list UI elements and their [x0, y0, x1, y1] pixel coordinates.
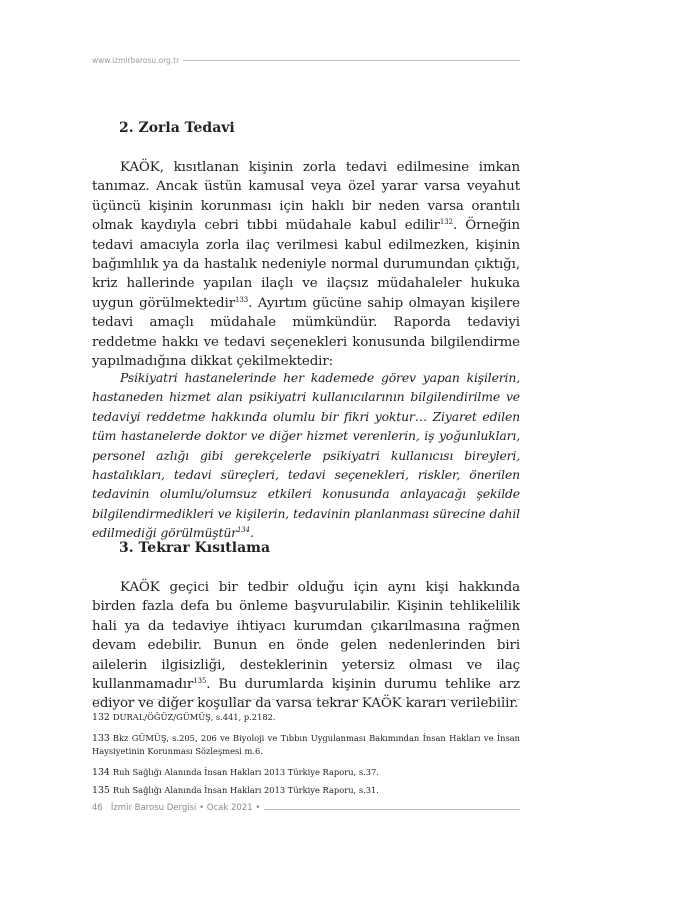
footnote-number: 133 — [92, 733, 110, 744]
footnote-134 — [92, 766, 520, 779]
footnote-ref-132: 132 — [439, 218, 453, 227]
section-heading-repeat-restriction: 3. Tekrar Kısıtlama — [119, 540, 271, 556]
footnote-133 — [92, 732, 520, 758]
paragraph-text: KAÖK, kısıtlanan kişinin zorla tedavi edilmesine imkan tanımaz. Ancak üstün kamusal veya özel yarar varsa veyahut üçüncü kişinin korunması için haklı bir neden varsa orantılı olmak kaydıyla cebri tıbbi müdahale kabul edilir — [92, 160, 520, 234]
footnote-separator — [92, 699, 520, 700]
header-rule — [183, 60, 520, 61]
page-number: 46 — [92, 803, 103, 813]
quote-text: Psikiyatri hastanelerinde her kademede görev yapan kişilerin, hastaneden hizmet alan psikiyatri kullanıcılarının bilgilendirilme ve tedaviyi reddetme hakkında olumlu bir fikri yoktur… Ziyaret edilen tüm hastanelerde doktor ve diğer hizmet verenlerin, iş yoğunlukları, personel azlığı gibi gerekçelerle psikiyatri kullanıcısı bireyleri, hastalıkları, tedavi süreçleri, tedavi seçenekleri, riskler, önerilen tedavinin olumlu/olumsuz etkileri konusunda anlayacağı şekilde bilgilendirmedikleri ve kişilerin, tedavinin planlanması sürecine dahil edilmediği görülmüştür — [92, 370, 520, 541]
paragraph-forced-treatment — [92, 158, 520, 371]
section-heading-forced-treatment: 2. Zorla Tedavi — [119, 120, 235, 136]
quote-end: . — [249, 525, 254, 541]
footnote-ref-133: 133 — [235, 295, 249, 304]
footnote-ref-134: 134 — [236, 526, 250, 535]
page-header — [92, 54, 520, 66]
footnote-number: 132 — [92, 712, 110, 723]
header-url: www.izmirbarosu.org.tr — [92, 55, 180, 65]
page-footer — [92, 802, 520, 814]
footnote-number: 134 — [92, 767, 110, 778]
footnote-135 — [92, 784, 520, 797]
footnote-text: DURAL/ÖĞÜZ/GÜMÜŞ, s.441, p.2182. — [112, 712, 276, 722]
paragraph-text: . Örneğin tedavi amacıyla zorla ilaç verilmesi kabul edilmezken, kişinin bağımlılık ya da hastalık nedeniyle normal durumundan çıktığı, kriz hallerinde yapılan ilaçlı ve ilaçsız müdahaleler hukuka uygun görülmektedir — [92, 218, 520, 311]
block-quote — [92, 368, 520, 543]
paragraph-text: KAÖK geçici bir tedbir olduğu için aynı kişi hakkında birden fazla defa bu önleme başvurulabilir. Kişinin tehlikelilik hali ya da tedaviye ihtiyacı kurumdan çıkarılmasına rağmen devam edebilir. Bunun en önde gelen nedenlerinden biri ailelerin ilgisizliği, desteklerinin yetersiz olması ve ilaç kullanmamadır — [92, 580, 520, 693]
footnote-text: Ruh Sağlığı Alanında İnsan Hakları 2013 Türkiye Raporu, s.37. — [112, 767, 379, 777]
paragraph-repeat-restriction — [92, 578, 520, 714]
footnote-text: Ruh Sağlığı Alanında İnsan Hakları 2013 Türkiye Raporu, s.31. — [112, 785, 379, 795]
footnote-number: 135 — [92, 785, 110, 796]
footnote-ref-135: 135 — [193, 677, 207, 686]
journal-name: İzmir Barosu Dergisi • Ocak 2021 • — [110, 803, 261, 813]
paragraph-text: . Bu durumlarda kişinin durumu tehlike arz ediyor ve diğer koşullar da varsa tekrar KAÖK kararı verilebilir. — [92, 677, 520, 712]
footnote-132 — [92, 711, 520, 724]
footer-rule — [264, 809, 520, 810]
footnote-text: Bkz GÜMÜŞ, s.205, 206 ve Biyoloji ve Tıbbın Uygulanması Bakımından İnsan Hakları ve İnsan Haysiyetinin Korunması Sözleşmesi m.6. — [92, 733, 520, 756]
paragraph-text: . Ayırtım gücüne sahip olmayan kişilere tedavi amaçlı müdahale mümkündür. Raporda tedaviyi reddetme hakkı ve tedavi seçenekleri konusunda bilgilendirme yapılmadığına dikkat çekilmektedir: — [92, 295, 520, 370]
